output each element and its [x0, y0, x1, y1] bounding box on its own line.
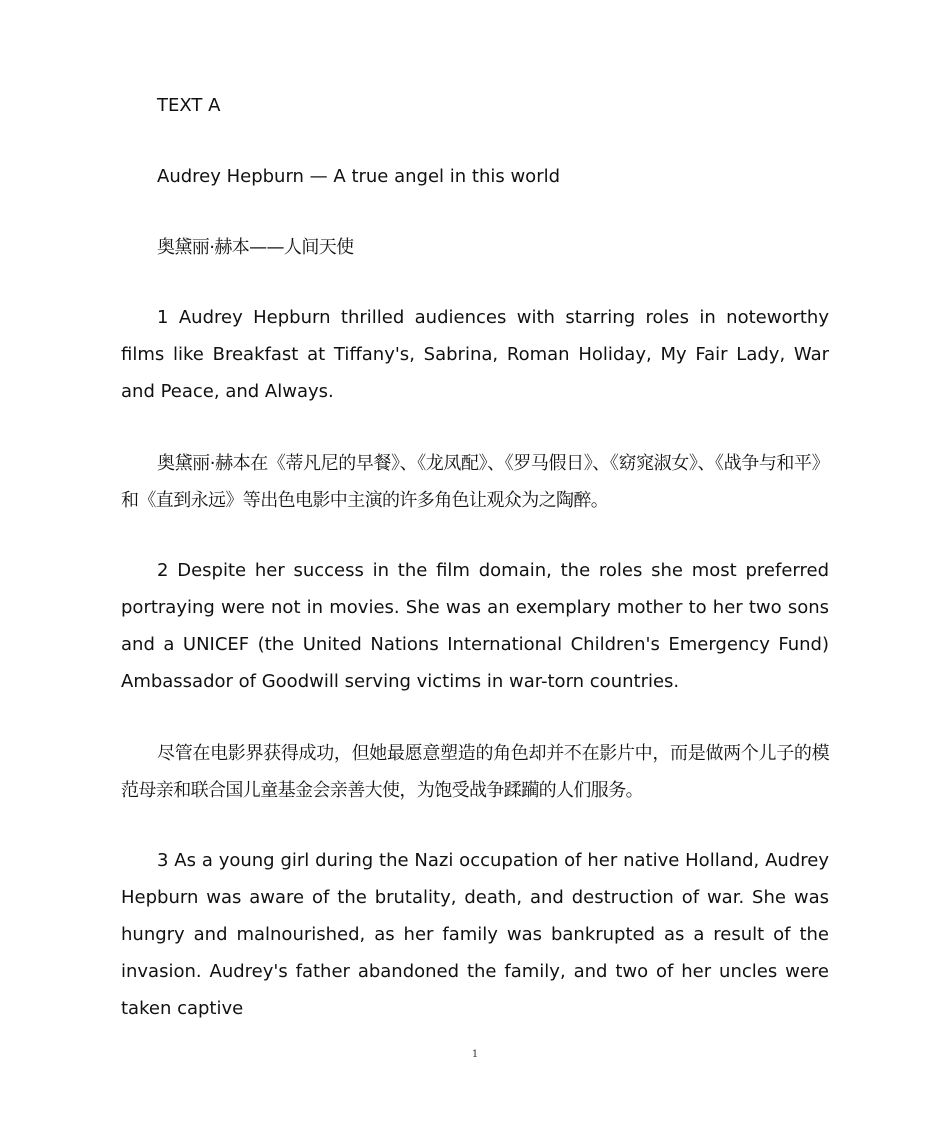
paragraph-1-english: 1 Audrey Hepburn thrilled audiences with starring roles in noteworthy films like Breakfast at Tiffany's, Sabrina, Roman Holiday, My Fair Lady, War and Peace, and Always. — [121, 307, 829, 402]
paragraph-3-english: 3 As a young girl during the Nazi occupation of her native Holland, Audrey Hepburn was aware of the brutality, death, and destruction of war. She was hungry and malnourished, as her family was bankrupted as a result of the invasion. Audrey's father abandoned the family, and two of her uncles were taken captive — [121, 850, 829, 1019]
paragraph-1-chinese: 奥黛丽·赫本在《蒂凡尼的早餐》、《龙凤配》、《罗马假日》、《窈窕淑女》、《战争与和平》和《直到永远》等出色电影中主演的许多角色让观众为之陶醉。 — [121, 453, 829, 511]
title-chinese: 奥黛丽·赫本——人间天使 — [157, 237, 354, 258]
title-english: Audrey Hepburn — A true angel in this world — [157, 166, 561, 187]
page-number: 1 — [471, 1049, 479, 1060]
text-heading: TEXT A — [157, 95, 221, 116]
paragraph-2-english: 2 Despite her success in the film domain, the roles she most preferred portraying were not in movies. She was an exemplary mother to her two sons and a UNICEF (the United Nations International Children's Emergency Fund) Ambassador of Goodwill serving victims in war-torn countries. — [121, 560, 829, 692]
paragraph-2-chinese: 尽管在电影界获得成功，但她最愿意塑造的角色却并不在影片中，而是做两个儿子的模范母亲和联合国儿童基金会亲善大使，为饱受战争蹂躏的人们服务。 — [121, 743, 829, 801]
